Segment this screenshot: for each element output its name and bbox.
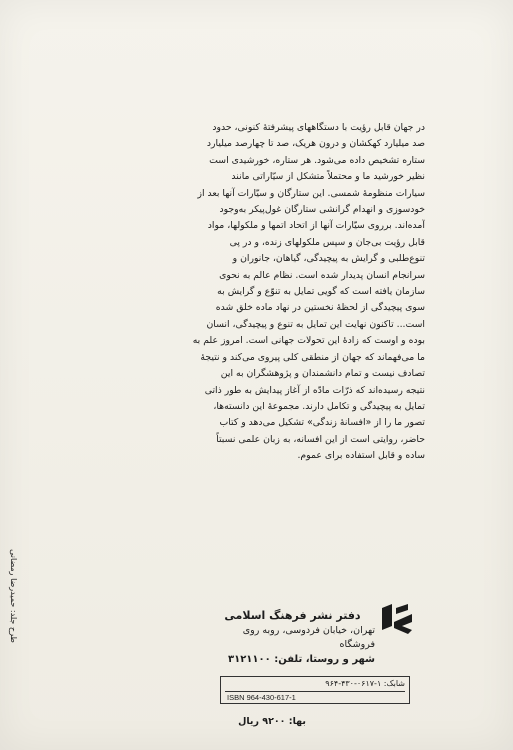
isbn-latin: ISBN 964-430-617-1 [227,693,296,702]
blurb-line: سیارات منظومهٔ شمسی. این ستارگان و سیّارات آنها بعد از [197,187,425,199]
price-label: بها: ۹۲۰۰ ریال [238,716,306,727]
blurb-line: در جهان قابل رؤیت با دستگاههای پیشرفتهٔ کنونی، حدود [212,122,425,133]
blurb-line: صد میلیارد کهکشان و درون هریک، صد تا چهارصد میلیارد [206,138,425,150]
blurb-line: ما می‌فهماند که جهان از منطقی کلی پیروی می‌کند و نتیجهٔ [200,351,425,363]
blurb-line: ستاره تشخیص داده می‌شود. هر ستاره، خورشیدی است [209,154,425,166]
publisher-logo-icon [378,600,416,638]
publisher-info [210,608,375,667]
cover-design-credit: طرح جلد: حمیدرضا رمضانی [9,549,18,643]
blurb-line: سرانجام انسان پدیدار شده است. نظام عالم به نحوی [219,269,425,281]
publisher-phone: شهر و روستا، تلفن: ۳۱۲۱۱۰۰ [227,654,375,665]
publisher-address: تهران، خیابان فردوسی، روبه روی فروشگاه [242,625,375,650]
isbn-persian: شابک: ۱-۰۶۱۷-۴۳۰-۹۶۴ [225,678,405,692]
blurb-line: ساده و قابل استفاده برای عموم. [297,450,425,462]
blurb-line: تنوع‌طلبی و گرایش به پیچیدگی، گیاهان، جانوران و [232,253,425,265]
blurb-line: نظیر خورشید ما و محتملاً متشکل از سیّاراتی مانند [231,171,425,183]
blurb-line: قابل رؤیت بی‌جان و سپس ملکولهای زنده، و در پی [229,236,425,248]
blurb-line: سازمان یافته است که گویی تمایل به تنوّع و گرایش به [217,286,425,298]
blurb-line: سوی پیچیدگی از لحظهٔ نخستین در نهاد ماده خلق شده [215,302,425,314]
blurb-line: بوده و اوست که زادهٔ این تحولات جهانی است. امروز علم به [192,335,425,347]
blurb-line: تصور ما را از «افسانهٔ زندگی» تشکیل می‌دهد و کتاب [219,417,425,429]
publisher-name: دفتر نشر فرهنگ اسلامی [224,609,361,622]
blurb-line: تصادف نیست و تمام دانشمندان و پژوهشگران به این [220,368,425,380]
blurb-line: نتیجه رسیده‌اند که ذرّات مادّه از آغاز پیدایش به طور ذاتی [204,384,425,396]
blurb-line: خودسوزی و انهدام گرانشی ستارگان غول‌پیکر به‌وجود [219,204,425,216]
blurb-line: است... تاکنون نهایت این تمایل به تنوع و پیچیدگی، انسان [206,318,425,330]
blurb-line: تمایل به پیچیدگی و تکامل دارند. مجموعهٔ این دانسته‌ها، [213,400,425,412]
isbn-box [220,676,410,704]
blurb-text [110,120,425,465]
blurb-line: حاضر، روایتی است از این افسانه، به زبان علمی نسبتاً [216,433,425,445]
blurb-line: آمده‌اند. برروی سیّارات آنها از اتحاد اتمها و ملکولها، مواد [207,220,425,232]
